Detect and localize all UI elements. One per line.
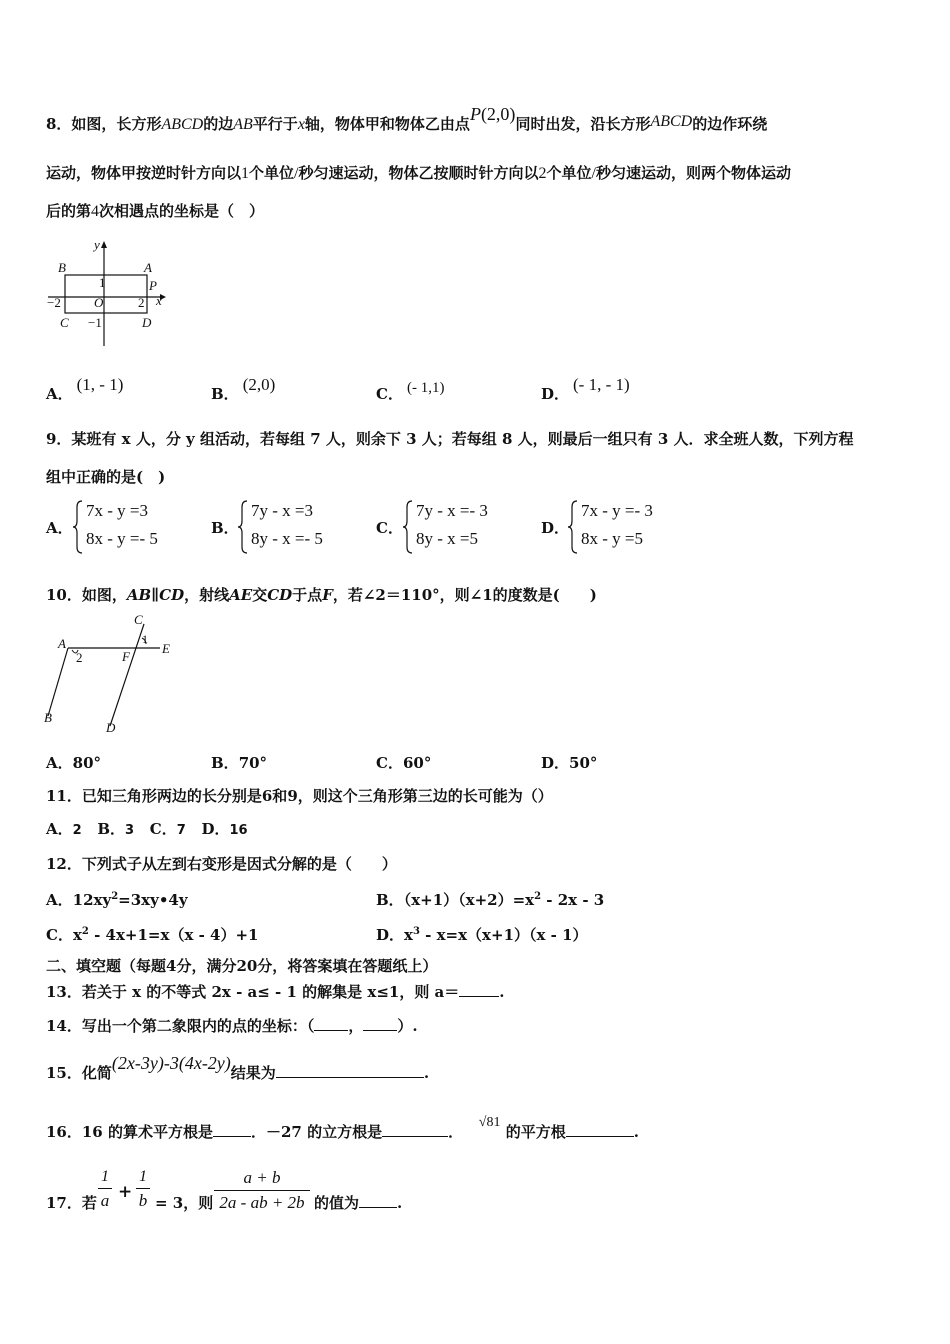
q11-line1: 11．已知三角形两边的长分别是6和9，则这个三角形第三边的长可能为（） [46,787,553,805]
q10-option-d[interactable]: D．50° [541,754,598,772]
q12-option-a[interactable]: A．$12xy^2=3xy•4y$ [46,891,188,909]
q14-blank-x[interactable] [314,1016,348,1031]
q17-fraction-1-over-a: 1 a [98,1168,112,1211]
q8-option-a[interactable]: A． (1, - 1) [46,375,124,403]
q17-suffix: 的值为 . [314,1194,403,1212]
q16-blank-1[interactable] [213,1122,251,1137]
label-A: A [58,636,66,651]
q16-line: 16．16 的算术平方根是 ．－27 的立方根是 ． √81 的平方根 . [46,1115,639,1141]
q17-plus: + [118,1182,133,1202]
q15-answer-blank[interactable] [276,1063,424,1078]
label-F: F [122,649,130,664]
q8-option-d[interactable]: D． (- 1, - 1) [541,375,630,403]
q16-blank-3[interactable] [566,1122,634,1137]
q17-fraction-1-over-b: 1 b [136,1168,150,1211]
q10-line1: 10．如图，AB∥CD，射线AE交CD于点F，若∠2＝110°，则∠1的度数是( ) [46,586,597,604]
q9-line1: 9．某班有 x 人，分 y 组活动，若每组 7 人，则余下 3 人；若每组 8 人，则最后一组只有 3 人．求全班人数，下列方程 [46,430,854,448]
q10-option-a[interactable]: A．80° [46,754,102,772]
q13-line: 13．若关于 x 的不等式 2x - a≤ - 1 的解集是 x≤1，则 a＝ . [46,983,505,1001]
q8-option-c[interactable]: C． (- 1,1) [376,380,445,403]
q8-line3: 后的第4次相遇点的坐标是（ ） [46,202,265,220]
q13-answer-blank[interactable] [459,982,499,997]
label-B: B [58,260,66,275]
section-2-title: 二、填空题（每题4分，满分20分，将答案填在答题纸上） [46,957,438,975]
rectangle-abcd [65,275,147,313]
q16-blank-2[interactable] [382,1122,448,1137]
label-C: C [134,612,143,627]
q10-option-b[interactable]: B．70° [211,754,268,772]
y-arrow [101,241,107,248]
label-2: 2 [76,650,83,665]
q14-line: 14．写出一个第二象限内的点的坐标：（ ， ）. [46,1017,418,1035]
q15-line: 15．化简(2x-3y)-3(4x-2y)结果为 . [46,1053,430,1082]
q10-option-c[interactable]: C．60° [376,754,432,772]
brace-icon [402,499,414,555]
brace-icon [567,499,579,555]
label-E: E [162,641,170,656]
label-1: 1 [99,275,106,290]
q9-line2: 组中正确的是( ) [46,468,166,486]
label-P: P [149,278,157,293]
q8-coordinate-figure [44,236,174,348]
q11-option-a[interactable]: A．2 [46,820,82,838]
q17-condition: = 3，则 [155,1194,214,1212]
q12-line1: 12．下列式子从左到右变形是因式分解的是（ ） [46,855,397,873]
label-O: O [94,295,104,310]
label-y: y [94,237,100,252]
label-x: x [156,293,162,308]
label-C: C [60,315,69,330]
q17-answer-blank[interactable] [359,1193,397,1208]
q14-blank-y[interactable] [363,1016,397,1031]
brace-icon [72,499,84,555]
label-1: 1 [142,632,148,646]
q8-option-b[interactable]: B． (2,0) [211,375,276,403]
q11-option-d[interactable]: D．16 [201,820,248,838]
q11-options [46,819,248,841]
q12-option-b[interactable]: B．$(x+1)(x+2)=x^2 - 2x - 3$ [376,891,605,909]
label-A: A [144,260,152,275]
line-ab [48,648,68,716]
label-neg2: −2 [47,295,61,310]
label-D: D [106,720,116,735]
q17-prefix: 17．若 [46,1194,97,1212]
line-cd [110,624,144,726]
brace-icon [237,499,249,555]
q10-parallel-lines-figure [42,612,182,736]
q11-option-c[interactable]: C．7 [149,820,186,838]
q8-line1: 8．如图，长方形ABCD的边AB平行于x轴，物体甲和物体乙由点P(2,0)同时出发，沿长方形ABCD的边作环绕 [46,104,768,133]
label-2: 2 [138,295,145,310]
q12-option-d[interactable]: D．$x^3 - x=x(x+1)(x - 1)$ [376,926,588,944]
label-B: B [44,710,52,725]
q11-option-b[interactable]: B．3 [97,820,135,838]
q17-main-fraction: a + b 2a - ab + 2b [214,1168,310,1213]
q12-option-c[interactable]: C．$x^2 - 4x+1=x(x - 4)+1$ [46,926,259,944]
label-neg1: −1 [88,315,102,330]
label-D: D [142,315,152,330]
q8-line2: 运动，物体甲按逆时针方向以1个单位/秒匀速运动，物体乙按顺时针方向以2个单位/秒匀速运动，则两个物体运动 [46,164,791,182]
